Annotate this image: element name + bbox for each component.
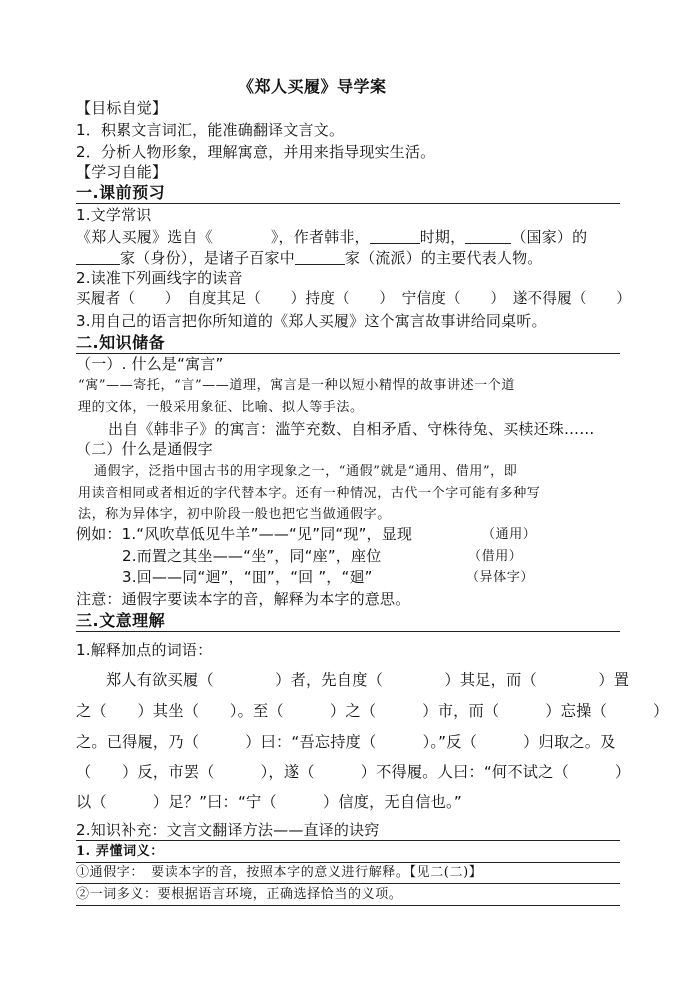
tongjia-title: （二）什么是通假字	[76, 440, 213, 458]
section-3-heading: 三.文意理解	[76, 611, 166, 630]
section-3-tips-divider	[76, 840, 620, 841]
study-header: 【学习自能】	[76, 163, 168, 181]
classical-text-line-3: 之。已得履，乃（ ）曰：“吾忘持度（ ）。”反（ ）归取之。及	[76, 733, 616, 751]
retell-task: 3.用自己的语言把你所知道的《郑人买履》这个寓言故事讲给同桌听。	[76, 312, 547, 330]
section-1-divider	[76, 203, 620, 204]
tip-tongjia: ①通假字： 要读本字的音，按照本字的意义进行解释。【见二(二)】	[76, 865, 483, 880]
classical-text-line-5: 以（ ）足？”曰：“宁（ ）信度，无自信也。”	[76, 793, 462, 811]
tip-divider-3	[76, 905, 620, 906]
example-2-tag: （借用）	[468, 549, 523, 564]
readings-line: 买履者（ ） 自度其足（ ）持度（ ） 宁信度（ ） 遂不得履（ ）	[76, 290, 632, 307]
section-2-divider	[76, 353, 620, 354]
section-2-heading: 二.知识储备	[76, 333, 166, 352]
tongjia-definition-2: 用读音相同或者相近的字代替本字。还有一种情况，古代一个字可能有多种写	[78, 486, 541, 501]
goal-item-2: 2．分析人物形象，理解寓意，并用来指导现实生活。	[76, 143, 436, 161]
example-1-tag: （通用）	[482, 527, 537, 542]
classical-text-line-4: （ ）反，市罢（ ），遂（ ）不得履。人曰：“何不试之（ ）	[76, 763, 631, 781]
example-2: 2.而置之其坐——“坐”，同“座”，座位	[122, 547, 382, 565]
example-3: 3.回——同“迴”，“囬”，“回 ”，“廻”	[122, 568, 373, 586]
fable-title: （一）. 什么是“寓言”	[76, 355, 224, 373]
lit-text-b1: 家（身份），是诸子百家中	[120, 249, 295, 267]
page-title: 《郑人买履》导学案	[238, 77, 387, 96]
readings-subheading: 2.读准下列画线字的读音	[76, 269, 243, 287]
lit-text-a1: 《郑人买履》选自《	[76, 228, 213, 246]
country-blank[interactable]	[465, 229, 511, 244]
tongjia-definition-1: 通假字，泛指中国古书的用字现象之一，“通假”就是“通用、借用”，即	[94, 464, 518, 479]
fable-definition-1: “寓”——寄托，“言”——道理，寓言是一种以短小精悍的故事讲述一个道	[78, 378, 515, 393]
lit-text-a4: （国家）的	[511, 228, 588, 246]
identity-blank[interactable]	[76, 250, 120, 265]
example-3-tag: （异体字）	[466, 570, 535, 585]
tongjia-definition-3: 法，称为异体字，初中阶段一般也把它当做通假字。	[78, 507, 391, 522]
classical-text-line-1: 郑人有欲买履（ ）者，先自度（ ）其足，而（ ）置	[106, 671, 630, 689]
tongjia-note: 注意：通假字要读本字的音，解释为本字的意思。	[76, 590, 411, 608]
lit-text-a3: 时期，	[419, 228, 466, 246]
example-1: 例如：1.“风吹草低见牛羊”——“见”同“现”，显现	[76, 525, 413, 543]
explain-words-task: 1.解释加点的词语：	[76, 641, 213, 659]
tip-polysemy: ②一词多义：要根据语言环境，正确选择恰当的义项。	[76, 887, 403, 902]
goals-header: 【目标自觉】	[76, 99, 168, 117]
fable-definition-2: 理的文体，一般采用象征、比喻、拟人等手法。	[78, 400, 364, 415]
lit-text-a2: 》，作者韩非，	[270, 228, 370, 246]
literature-subheading: 1.文学常识	[76, 206, 152, 224]
goal-item-1: 1．积累文言词汇，能准确翻译文言文。	[76, 121, 345, 139]
classical-text-line-2: 之（ ）其坐（ ）。至（ ）之（ ）市，而（ ）忘操（ ）	[76, 702, 669, 720]
school-blank[interactable]	[295, 250, 345, 265]
tip-title: 1. 弄懂词义：	[76, 844, 164, 859]
section-3-divider	[76, 631, 620, 632]
hanfeizi-fables: 出自《韩非子》的寓言：滥竽充数、自相矛盾、守株待兔、买椟还珠……	[108, 420, 595, 438]
literature-line-2	[76, 250, 543, 266]
era-blank[interactable]	[370, 229, 420, 244]
translation-tips-heading: 2.知识补充：文言文翻译方法——直译的诀窍	[76, 821, 380, 839]
lit-text-b2: 家（流派）的主要代表人物。	[344, 249, 543, 267]
literature-line-1	[76, 229, 587, 245]
tip-divider-2	[76, 883, 620, 884]
section-1-heading: 一.课前预习	[76, 183, 166, 202]
tip-divider-1	[76, 862, 620, 863]
